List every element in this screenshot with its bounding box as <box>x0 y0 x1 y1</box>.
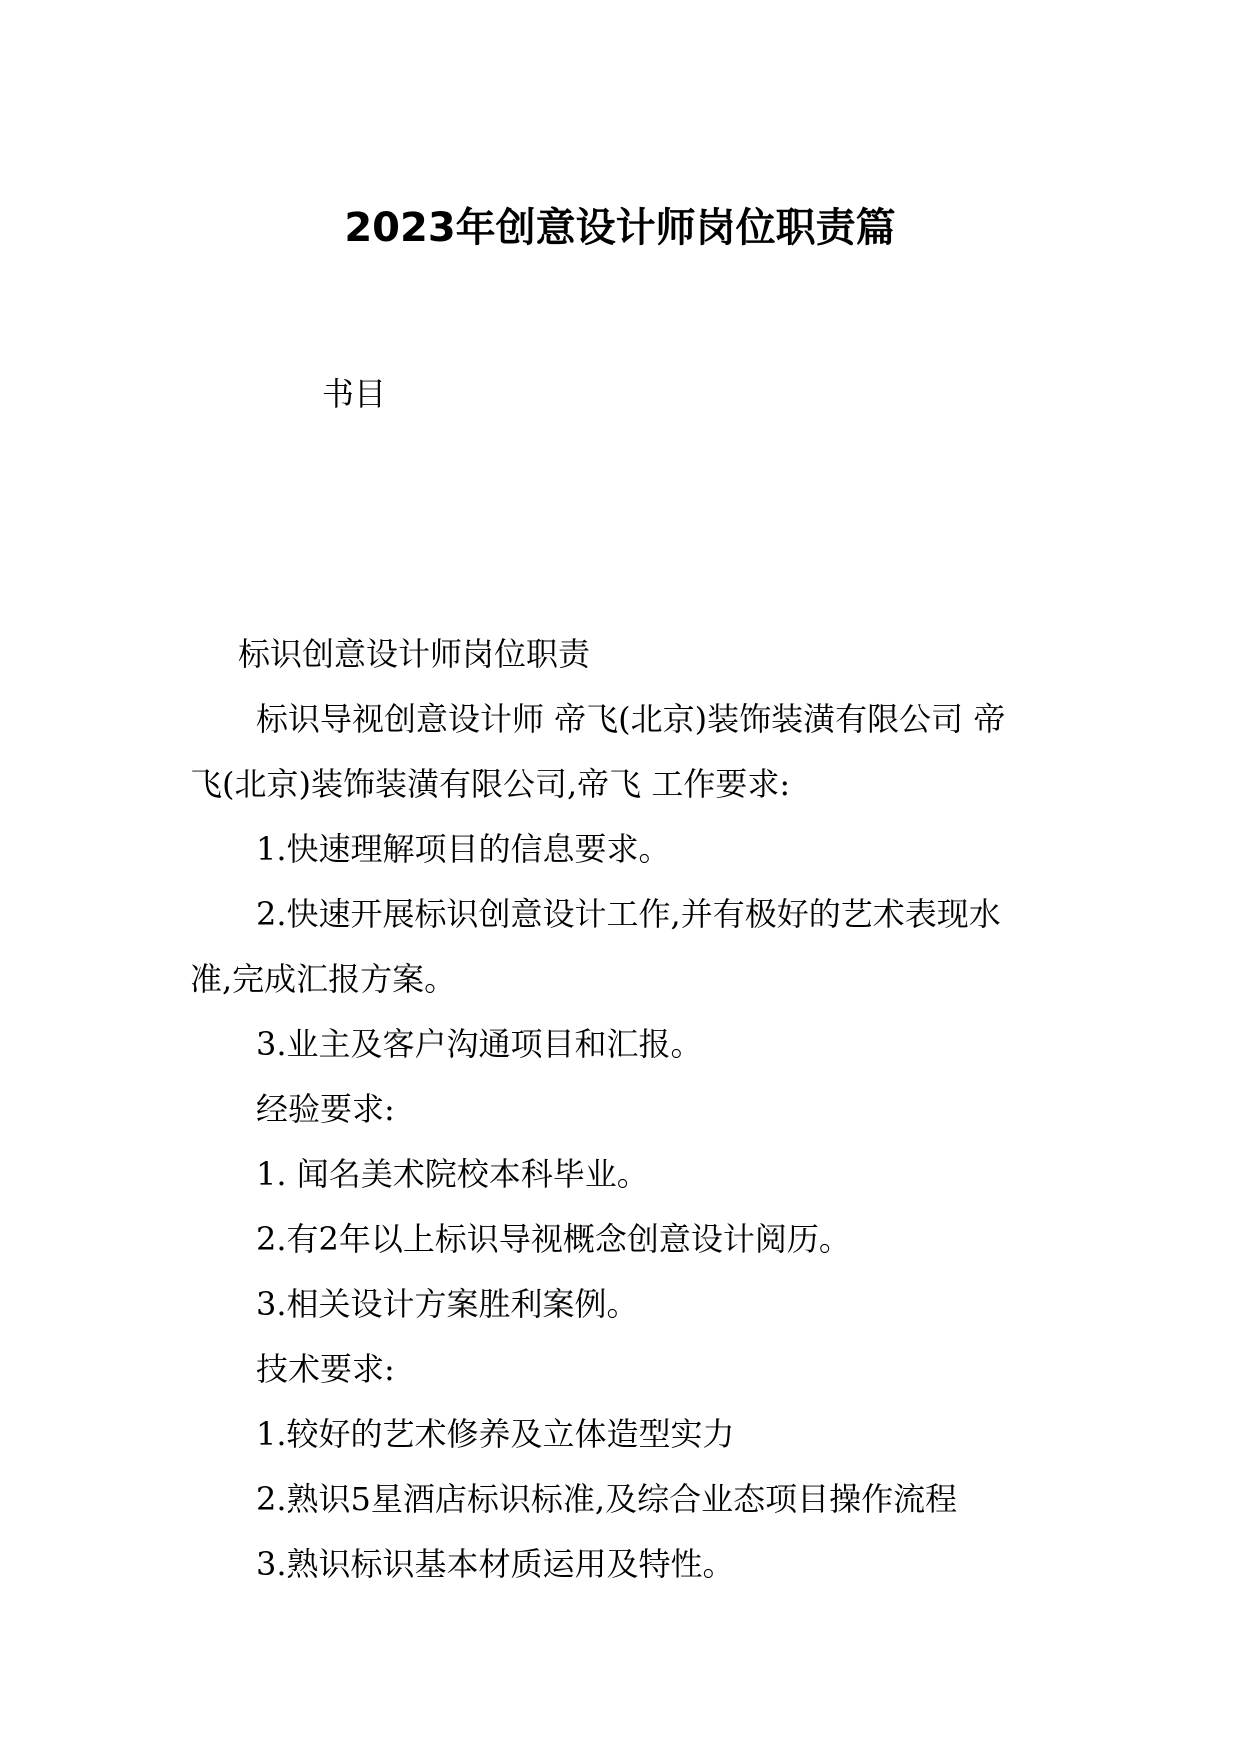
experience-item-1: 1. 闻名美术院校本科毕业。 <box>256 1155 649 1193</box>
work-item-2-continued: 准,完成汇报方案。 <box>190 960 457 998</box>
document-title: 2023年创意设计师岗位职责篇 <box>344 205 896 251</box>
intro-paragraph-line-2: 飞(北京)装饰装潢有限公司,帝飞 工作要求: <box>190 765 791 803</box>
work-item-1: 1.快速理解项目的信息要求。 <box>256 830 671 868</box>
skills-item-1: 1.较好的艺术修养及立体造型实力 <box>256 1415 735 1453</box>
skills-heading: 技术要求: <box>256 1350 395 1388</box>
skills-item-3: 3.熟识标识基本材质运用及特性。 <box>256 1545 735 1583</box>
skills-item-2: 2.熟识5星酒店标识标准,及综合业态项目操作流程 <box>256 1480 958 1518</box>
intro-paragraph-line-1: 标识导视创意设计师 帝飞(北京)装饰装潢有限公司 帝 <box>256 700 1006 738</box>
experience-item-3: 3.相关设计方案胜利案例。 <box>256 1285 639 1323</box>
toc-label: 书目 <box>322 375 387 413</box>
experience-heading: 经验要求: <box>256 1090 395 1128</box>
work-item-3: 3.业主及客户沟通项目和汇报。 <box>256 1025 703 1063</box>
section-heading: 标识创意设计师岗位职责 <box>238 635 591 673</box>
work-item-2: 2.快速开展标识创意设计工作,并有极好的艺术表现水 <box>256 895 1001 933</box>
experience-item-2: 2.有2年以上标识导视概念创意设计阅历。 <box>256 1220 851 1258</box>
